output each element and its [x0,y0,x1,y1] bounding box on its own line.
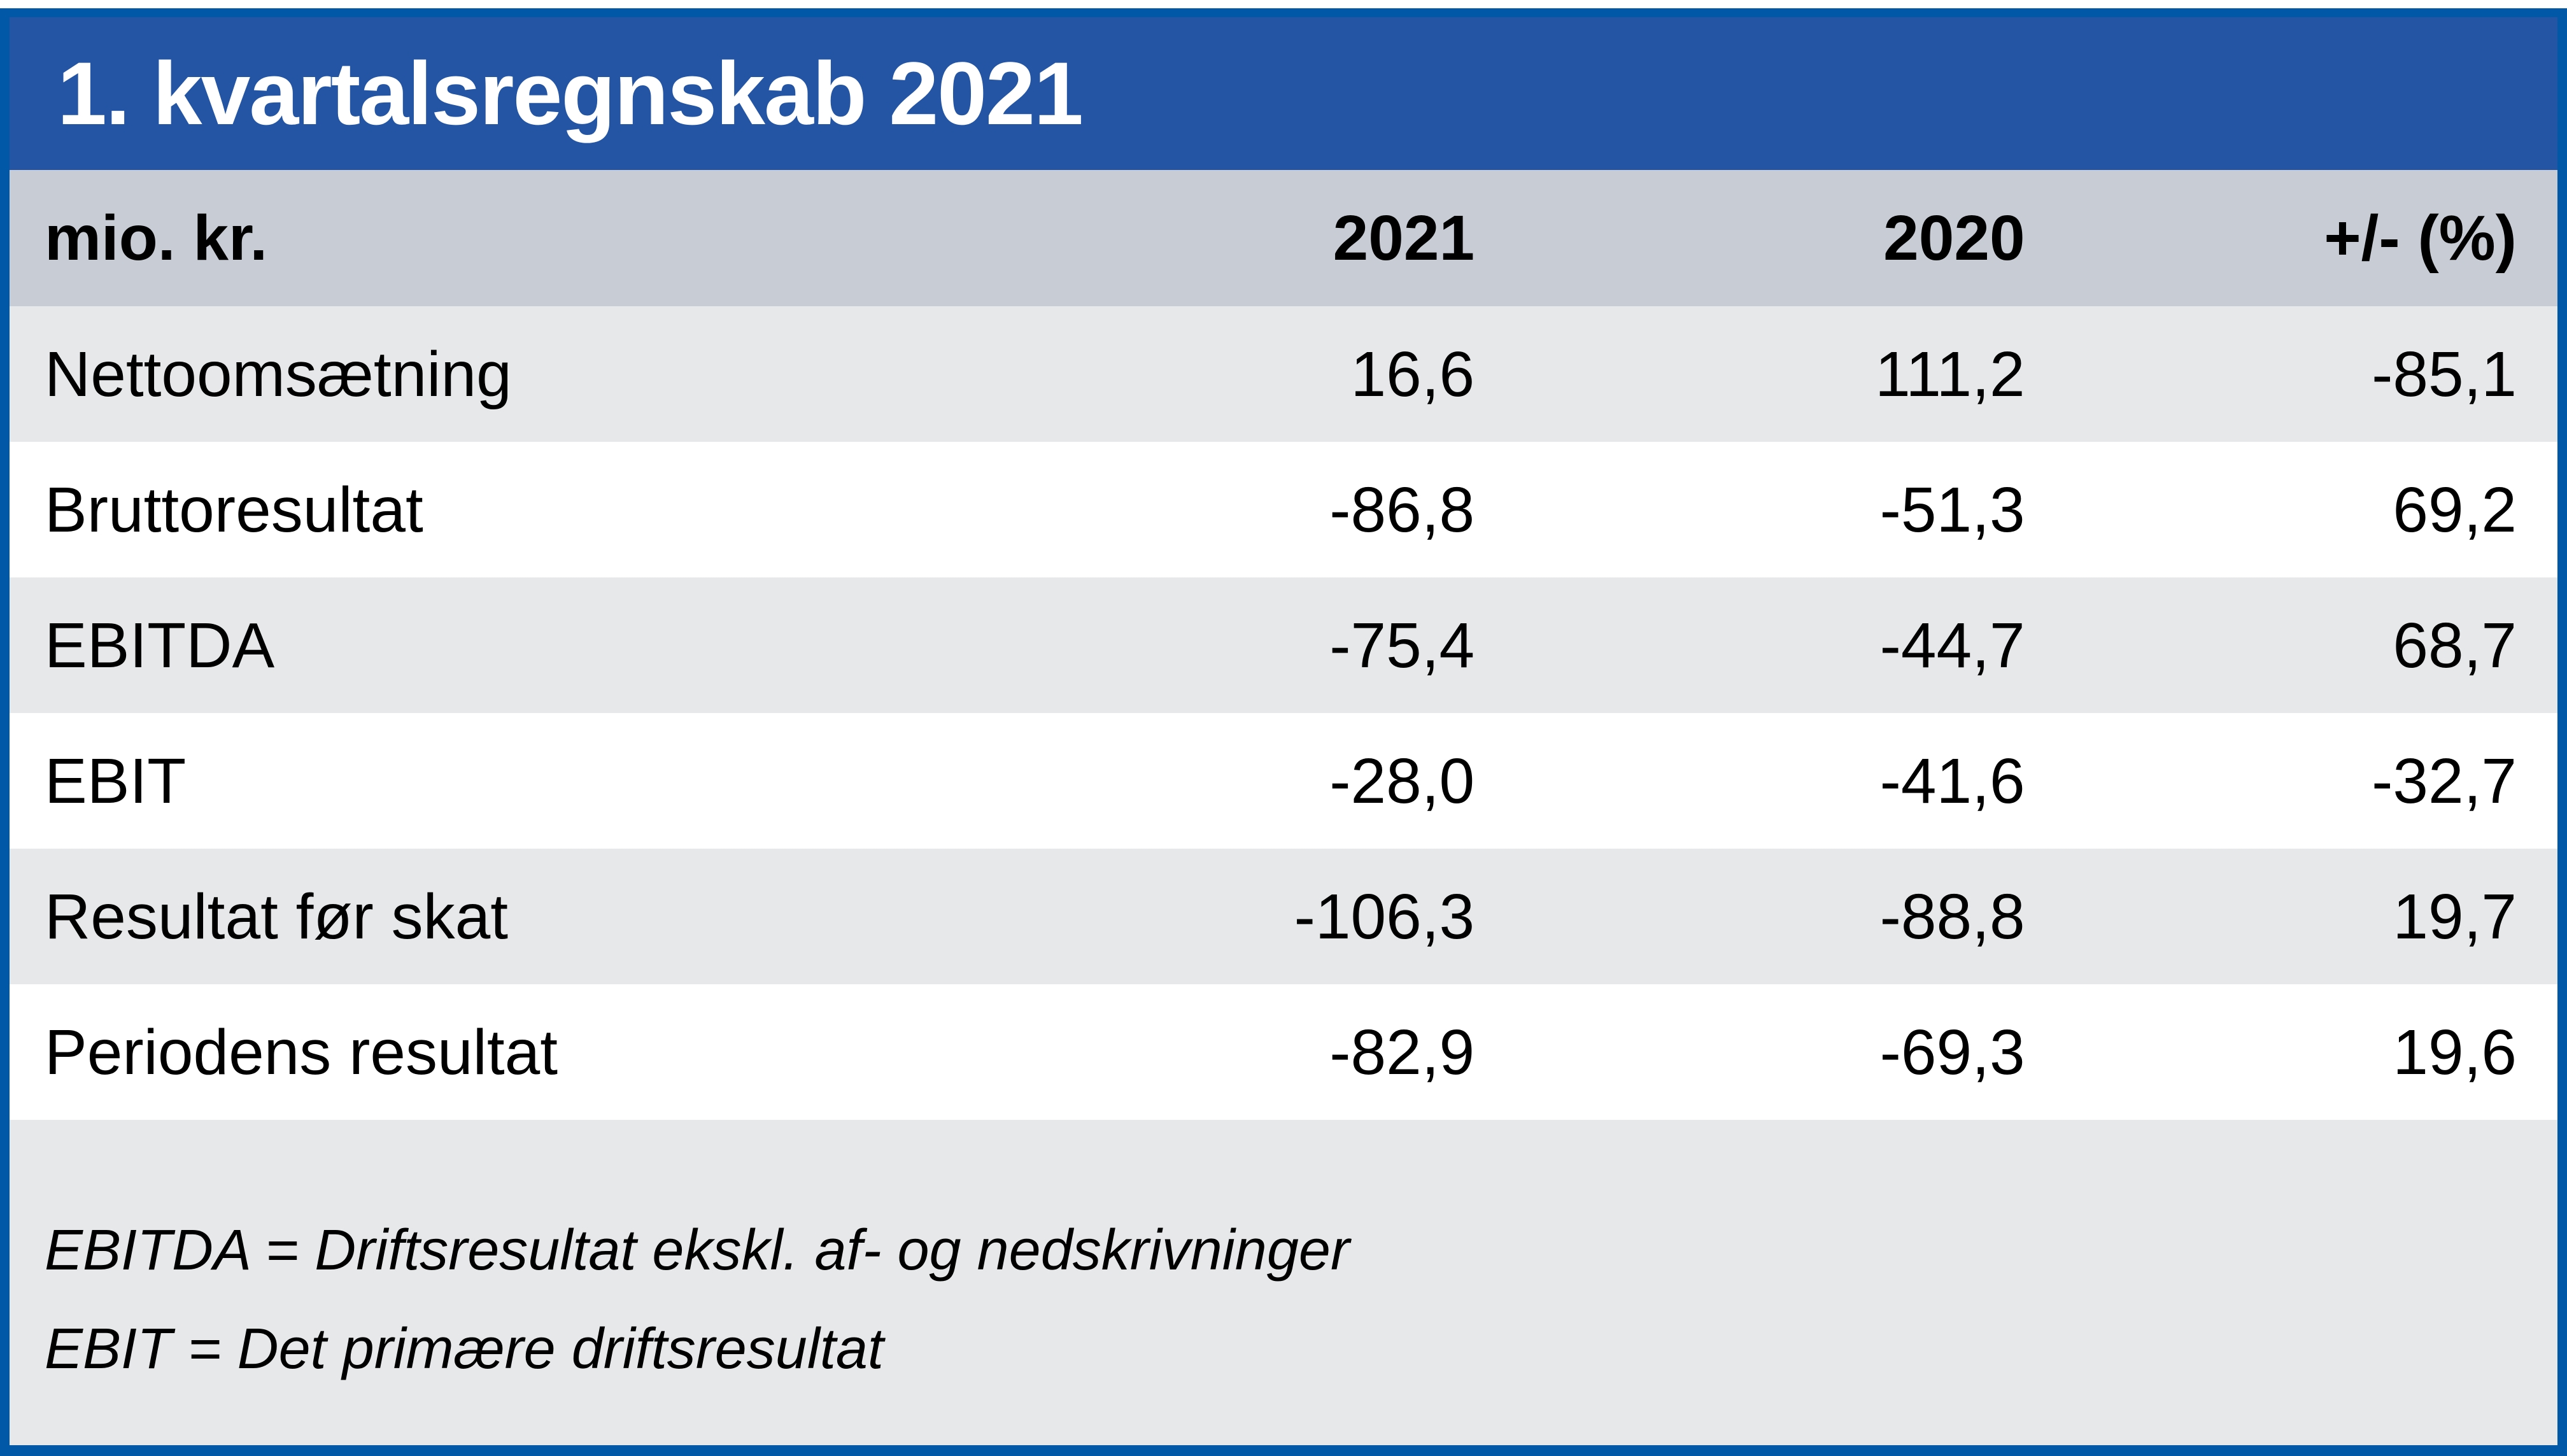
table-row [10,577,2557,713]
value-2021: -75,4 [1329,609,1475,681]
value-change: -32,7 [2372,745,2517,817]
row-label: Resultat før skat [45,880,508,952]
row-label: Periodens resultat [45,1016,558,1088]
table-row [10,306,2557,442]
column-header-2021: 2021 [1333,202,1475,274]
table-frame [0,8,2567,1456]
column-header-row [10,170,2557,306]
value-2020: -44,7 [1879,609,2025,681]
value-change: 19,7 [2393,880,2517,952]
value-2020: -88,8 [1879,880,2025,952]
value-2020: -69,3 [1879,1016,2025,1088]
value-2021: -28,0 [1329,745,1475,817]
row-label: EBITDA [45,609,275,681]
table-body [10,306,2557,1120]
value-2021: -106,3 [1294,880,1475,952]
footnote-ebit: EBIT = Det primære driftsresultat [45,1317,884,1381]
table-row [10,984,2557,1120]
value-2021: -86,8 [1329,474,1475,546]
figure-title: 1. kvartalsregnskab 2021 [57,43,1082,143]
value-change: -85,1 [2372,338,2517,410]
title-band [10,17,2557,170]
table-row [10,442,2557,577]
footnote-ebitda: EBITDA = Driftsresultat ekskl. af- og nedskrivninger [45,1219,1350,1282]
value-2021: 16,6 [1350,338,1475,410]
value-2020: 111,2 [1875,338,2025,410]
value-2020: -51,3 [1879,474,2025,546]
value-change: 19,6 [2393,1016,2517,1088]
column-header-change: +/- (%) [2324,202,2517,274]
row-label: Nettoomsætning [45,338,512,410]
column-header-2020: 2020 [1883,202,2025,274]
value-change: 68,7 [2393,609,2517,681]
value-2021: -82,9 [1329,1016,1475,1088]
financial-table [10,170,2557,1120]
value-2020: -41,6 [1879,745,2025,817]
table-row [10,713,2557,849]
row-label: Bruttoresultat [45,474,423,546]
row-label: EBIT [45,745,187,817]
footnotes-area [10,1120,2557,1445]
column-header-unit: mio. kr. [45,202,268,274]
table-inner [10,17,2557,1445]
value-change: 69,2 [2393,474,2517,546]
table-row [10,849,2557,984]
